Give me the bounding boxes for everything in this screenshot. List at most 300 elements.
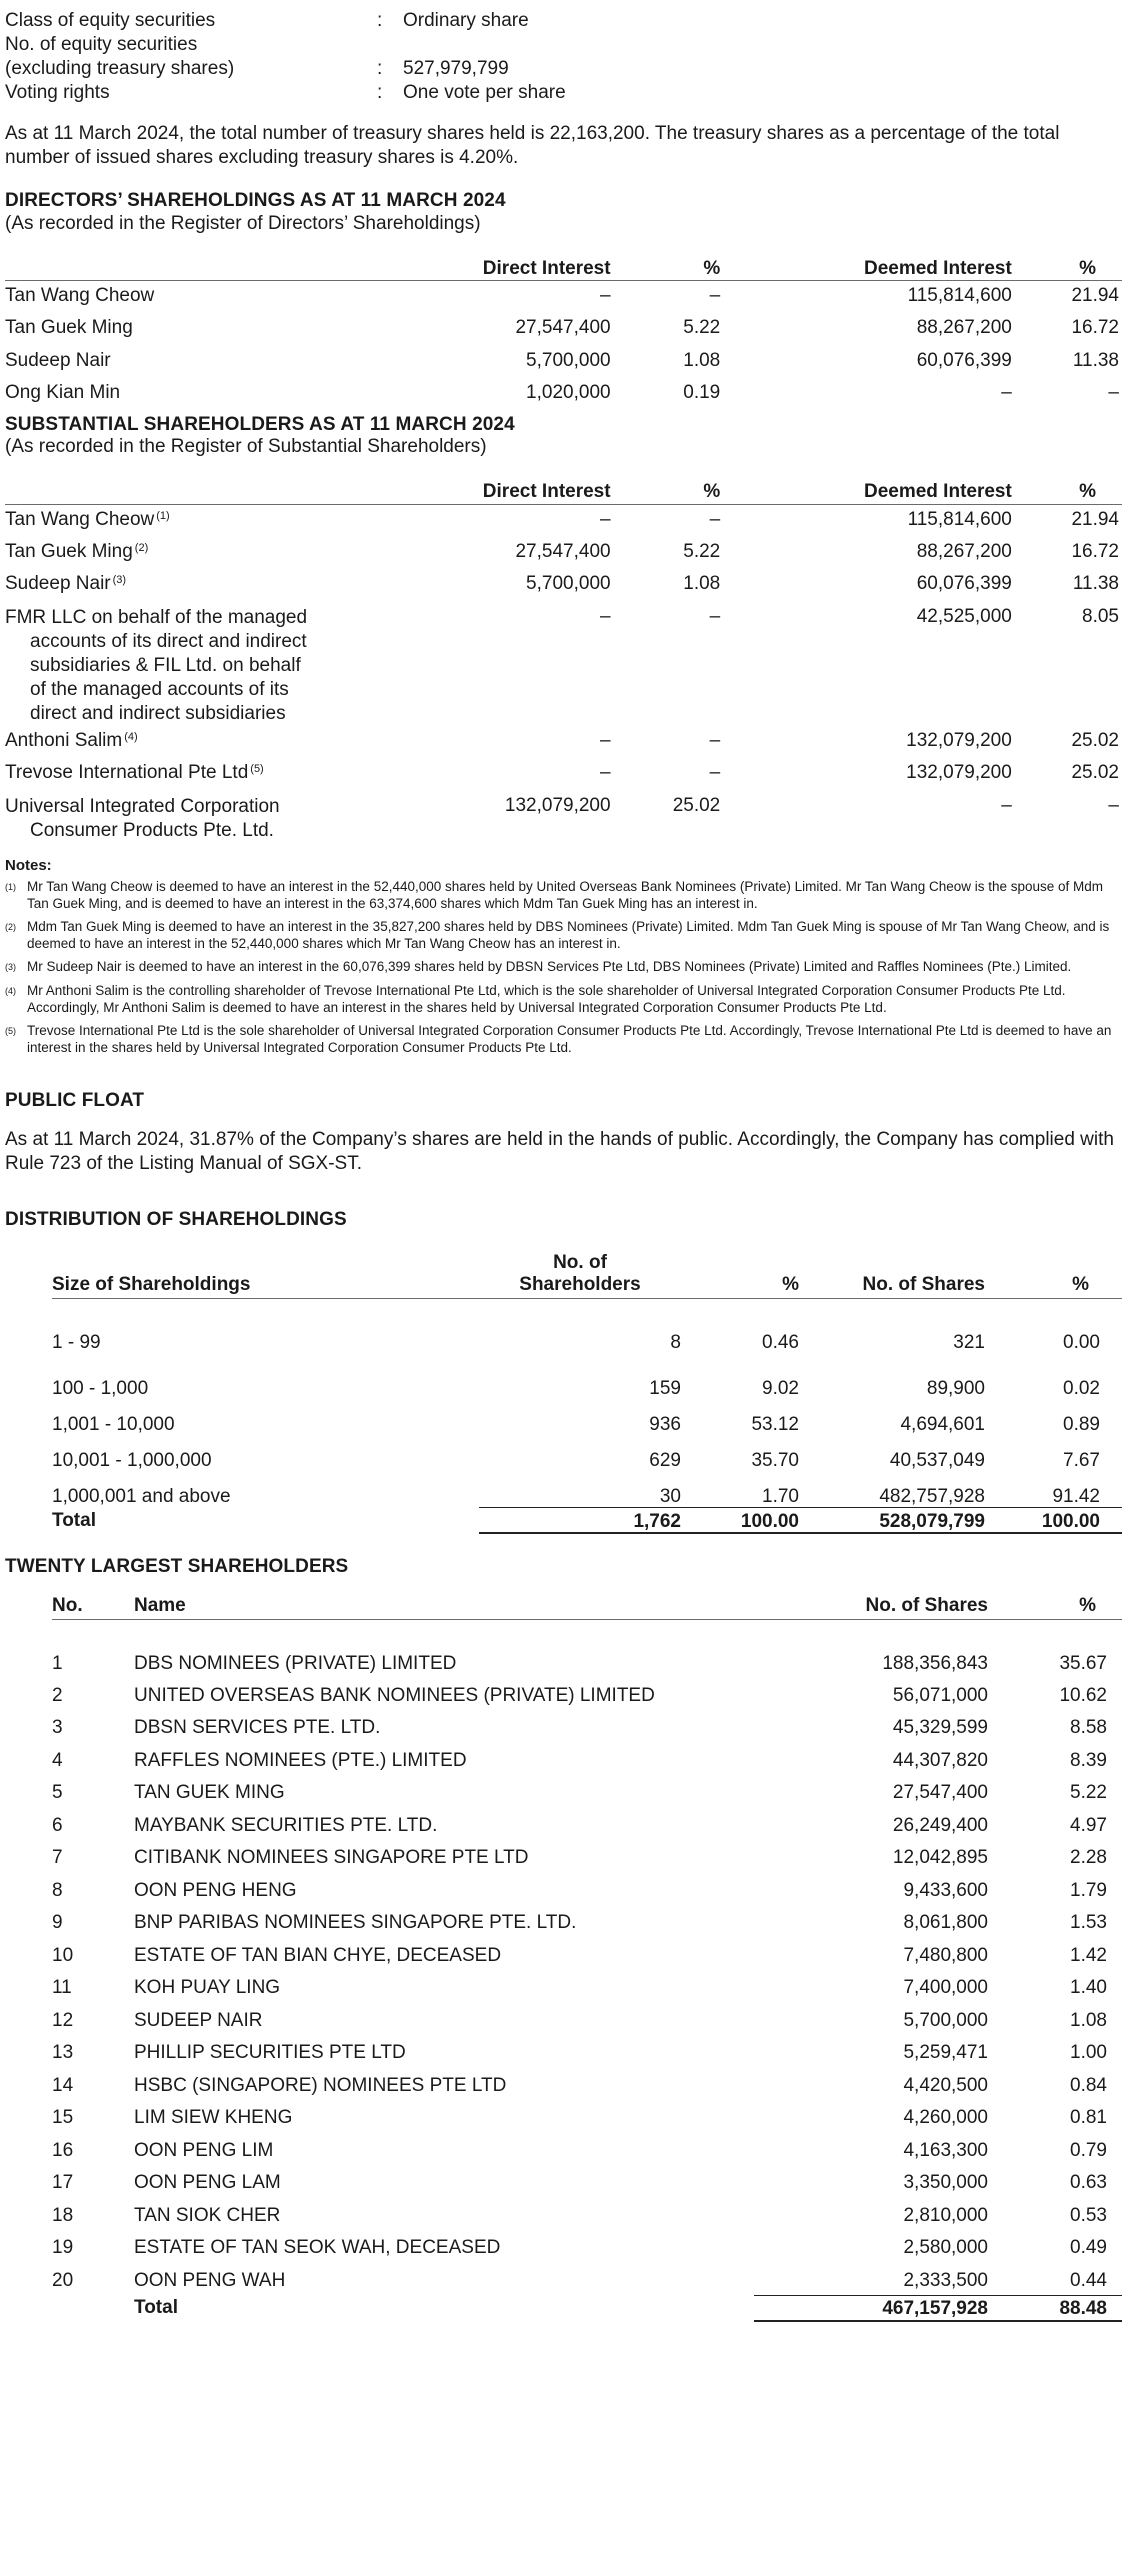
table-row [5, 281, 1122, 314]
direct-pct-cell: 1.08 [683, 349, 721, 371]
direct-pct-cell: – [709, 285, 721, 307]
holder-name-cell: OON PENG HENG [134, 1879, 297, 1901]
table-row [52, 2165, 1122, 2198]
equity-info-row [5, 58, 1122, 82]
shares-pct-cell: 91.42 [1052, 1485, 1100, 1507]
col-name [5, 482, 313, 504]
holder-name-cell: HSBC (SINGAPORE) NOMINEES PTE LTD [134, 2074, 507, 2096]
direct-pct-cell: – [709, 508, 721, 530]
holder-name-cell: TAN SIOK CHER [134, 2204, 281, 2226]
direct-interest-cell: – [600, 285, 611, 307]
deemed-pct-cell: 21.94 [1071, 508, 1119, 530]
deemed-interest-cell: 115,814,600 [907, 508, 1012, 530]
table-row [5, 313, 1122, 346]
deemed-pct-cell: 25.02 [1071, 729, 1119, 751]
top20-title: TWENTY LARGEST SHAREHOLDERS [5, 1556, 349, 1578]
table-row [52, 1970, 1122, 2003]
direct-interest-cell: – [600, 762, 611, 784]
directors-title: DIRECTORS’ SHAREHOLDINGS AS AT 11 MARCH 2024 [5, 190, 506, 211]
pct-cell: 8.58 [1070, 1717, 1107, 1739]
deemed-interest-cell: 115,814,600 [907, 285, 1012, 307]
table-row [5, 504, 1122, 537]
total-shares-pct: 100.00 [988, 1507, 1122, 1533]
table-row [52, 1620, 1122, 1678]
shares-cell: 482,757,928 [879, 1485, 985, 1507]
note-reference: (2) [134, 541, 149, 554]
size-cell: 1,001 - 10,000 [52, 1413, 175, 1435]
total-holders-pct: 100.00 [689, 1507, 802, 1533]
col-deemed-interest: Deemed Interest [723, 482, 1019, 504]
col-shareholders-line2: Shareholders [519, 1274, 641, 1296]
pct-cell: 10.62 [1059, 1684, 1107, 1706]
rank-cell: 4 [52, 1749, 63, 1771]
substantial-header-row [5, 482, 1122, 504]
col-holders-pct: % [689, 1252, 802, 1299]
holder-name-cell [5, 569, 313, 602]
rank-cell: 18 [52, 2204, 74, 2226]
shares-cell: 9,433,600 [903, 1879, 988, 1901]
note-item [5, 878, 1122, 912]
direct-pct-cell: 5.22 [683, 540, 721, 562]
public-float-title: PUBLIC FLOAT [5, 1089, 145, 1111]
public-float-section [5, 1090, 1122, 1177]
top20-header-row [52, 1595, 1122, 1620]
deemed-interest-cell: – [1001, 794, 1012, 816]
shares-cell: 2,810,000 [903, 2204, 988, 2226]
table-row [52, 1299, 1122, 1363]
holder-name: Ong Kian Min [5, 382, 121, 404]
holder-name: Sudeep Nair [5, 349, 111, 371]
equity-info-label: No. of equity securities [5, 34, 198, 55]
table-row [52, 1471, 1122, 1508]
shares-cell: 40,537,049 [889, 1449, 985, 1471]
shares-cell: 45,329,599 [892, 1717, 988, 1739]
equity-info-row [5, 34, 1122, 58]
deemed-pct-cell: 11.38 [1072, 349, 1119, 371]
col-shareholders [479, 1252, 689, 1299]
pct-cell: 1.42 [1070, 1944, 1107, 1966]
table-row [52, 1710, 1122, 1743]
table-row [52, 2003, 1122, 2036]
shares-cell: 4,163,300 [903, 2139, 988, 2161]
distribution-section [5, 1209, 1122, 1534]
table-row [5, 758, 1122, 791]
col-no: No. [52, 1595, 134, 1620]
shares-cell: 4,420,500 [903, 2074, 988, 2096]
deemed-interest-cell: 42,525,000 [916, 605, 1012, 627]
table-row [5, 569, 1122, 602]
shares-cell: 5,700,000 [903, 2009, 988, 2031]
direct-interest-cell: 27,547,400 [515, 540, 611, 562]
pct-cell: 4.97 [1070, 1814, 1107, 1836]
table-row [52, 2068, 1122, 2101]
directors-section [5, 190, 1122, 411]
substantial-title: SUBSTANTIAL SHAREHOLDERS AS AT 11 MARCH 2024 [5, 413, 515, 435]
notes-list [5, 878, 1122, 1056]
total-shares: 467,157,928 [754, 2295, 991, 2321]
holder-name-cell [5, 378, 313, 411]
note-text: Mr Tan Wang Cheow is deemed to have an interest in the 52,440,000 shares held by United Overseas Bank Nominees (Private) Limited. Mr Tan Wang Cheow is the spouse of Mdm Tan Guek Ming, and is deemed to have an interest in the 63,374,600 shares which Mdm Tan Guek Ming has an interest in. [27, 878, 1104, 911]
direct-pct-cell: 5.22 [683, 317, 721, 339]
holder-name-cell: KOH PUAY LING [134, 1977, 281, 1999]
deemed-interest-cell: 60,076,399 [916, 573, 1012, 595]
table-row [52, 2263, 1122, 2296]
holder-name-cell: UNITED OVERSEAS BANK NOMINEES (PRIVATE) LIMITED [134, 1684, 655, 1706]
note-text: Mdm Tan Guek Ming is deemed to have an interest in the 35,827,200 shares held by DBS Nominees (Private) Limited. Mdm Tan Guek Ming is spouse of Mr Tan Wang Cheow, and is deemed to have an interest in the 52,440,000 shares which Mr Tan Wang Cheow has an interest in. [27, 918, 1110, 951]
shares-cell: 4,694,601 [900, 1413, 985, 1435]
direct-interest-cell: 1,020,000 [526, 382, 611, 404]
direct-interest-cell: – [600, 508, 611, 530]
total-row [52, 1507, 1122, 1533]
col-no-of-shares: No. of Shares [802, 1252, 988, 1299]
direct-pct-cell: 0.19 [683, 382, 721, 404]
deemed-pct-cell: – [1108, 794, 1119, 816]
col-direct-pct: % [618, 482, 724, 504]
pct-cell: 0.84 [1070, 2074, 1107, 2096]
note-item [5, 1022, 1122, 1056]
equity-info-label: (excluding treasury shares) [5, 58, 235, 79]
note-reference: (3) [112, 574, 127, 587]
shareholders-cell: 159 [649, 1377, 681, 1399]
table-row [52, 1399, 1122, 1435]
rank-cell: 13 [52, 2042, 74, 2064]
notes-section [5, 857, 1122, 1056]
shareholders-cell: 8 [670, 1332, 681, 1354]
deemed-interest-cell: 88,267,200 [916, 540, 1012, 562]
shares-cell: 44,307,820 [892, 1749, 988, 1771]
equity-info-colon: : [377, 58, 383, 79]
directors-header-row [5, 259, 1122, 281]
rank-cell: 5 [52, 1782, 63, 1804]
table-row [52, 1938, 1122, 1971]
deemed-interest-cell: 88,267,200 [916, 317, 1012, 339]
holder-name: Universal Integrated Corporation Consumer Products Pte. Ltd. [5, 795, 280, 841]
note-item [5, 958, 1122, 976]
equity-info-row [5, 82, 1122, 106]
holder-name-cell [5, 313, 313, 346]
note-item [5, 918, 1122, 952]
rank-cell: 3 [52, 1717, 63, 1739]
note-reference: (1) [156, 509, 170, 522]
col-direct-pct: % [618, 259, 724, 281]
note-reference: (5) [250, 763, 264, 776]
holder-name-cell [5, 281, 313, 314]
holder-name-cell [5, 537, 313, 570]
directors-subtitle: (As recorded in the Register of Directors’ Shareholdings) [5, 212, 481, 234]
shares-cell: 8,061,800 [903, 1912, 988, 1934]
directors-table [5, 259, 1122, 411]
total-shares: 528,079,799 [802, 1507, 988, 1533]
table-row [5, 602, 1122, 726]
holder-name-cell: LIM SIEW KHENG [134, 2107, 293, 2129]
holder-name: Tan Guek Ming [5, 317, 133, 339]
col-shareholders-line1: No. of [553, 1252, 607, 1274]
col-no-of-shares: No. of Shares [754, 1595, 991, 1620]
holders-pct-cell: 9.02 [762, 1377, 799, 1399]
col-deemed-pct: % [1019, 259, 1122, 281]
table-row [5, 378, 1122, 411]
distribution-table [52, 1252, 1122, 1534]
equity-info-colon: : [377, 82, 383, 103]
direct-interest-cell: – [600, 605, 611, 627]
deemed-pct-cell: 16.72 [1071, 317, 1119, 339]
rank-cell: 9 [52, 1912, 63, 1934]
holder-name-cell [5, 346, 313, 379]
notes-title: Notes: [5, 856, 52, 874]
rank-cell: 14 [52, 2074, 74, 2096]
col-direct-interest: Direct Interest [313, 482, 617, 504]
holder-name: FMR LLC on behalf of the managed accounts of its direct and indirect subsidiaries & FIL Ltd. on behalf of the managed accounts of its direct and indirect subsidiaries [5, 606, 308, 724]
shareholders-cell: 30 [659, 1485, 681, 1507]
shares-cell: 3,350,000 [903, 2172, 988, 2194]
direct-pct-cell: – [709, 729, 721, 751]
equity-info [5, 10, 1122, 170]
pct-cell: 1.08 [1070, 2009, 1107, 2031]
shares-cell: 2,333,500 [754, 2263, 991, 2296]
rank-cell: 2 [52, 1684, 63, 1706]
pct-cell: 0.79 [1070, 2139, 1107, 2161]
pct-cell: 1.53 [1070, 1912, 1107, 1934]
note-item [5, 982, 1122, 1016]
holder-name-cell: MAYBANK SECURITIES PTE. LTD. [134, 1814, 438, 1836]
equity-info-value: 527,979,799 [403, 58, 509, 79]
substantial-subtitle: (As recorded in the Register of Substantial Shareholders) [5, 436, 487, 458]
table-row [52, 1435, 1122, 1471]
shares-cell: 89,900 [926, 1377, 985, 1399]
treasury-paragraph: As at 11 March 2024, the total number of treasury shares held is 22,163,200. The treasury shares as a percentage of the total number of issued shares excluding treasury shares is 4.20%. [5, 123, 1060, 168]
substantial-section [5, 414, 1122, 843]
table-row [52, 1678, 1122, 1711]
top20-section [5, 1556, 1122, 2322]
table-row [52, 2035, 1122, 2068]
direct-interest-cell: – [600, 729, 611, 751]
rank-cell: 16 [52, 2139, 74, 2161]
rank-cell: 19 [52, 2237, 74, 2259]
direct-pct-cell: – [709, 762, 721, 784]
col-deemed-interest: Deemed Interest [723, 259, 1019, 281]
holder-name-cell: TAN GUEK MING [134, 1782, 285, 1804]
shares-pct-cell: 0.89 [1063, 1413, 1100, 1435]
col-shares-pct: % [988, 1252, 1122, 1299]
note-marker: (2) [5, 921, 16, 932]
table-row [52, 1743, 1122, 1776]
rank-cell: 12 [52, 2009, 74, 2031]
table-row [52, 2133, 1122, 2166]
pct-cell: 1.79 [1070, 1879, 1107, 1901]
table-row [52, 1775, 1122, 1808]
note-marker: (4) [5, 985, 16, 996]
table-row [52, 2100, 1122, 2133]
size-cell: 1 - 99 [52, 1332, 101, 1354]
shares-cell: 2,580,000 [903, 2237, 988, 2259]
shares-pct-cell: 7.67 [1063, 1449, 1100, 1471]
pct-cell: 0.63 [1070, 2172, 1107, 2194]
direct-interest-cell: 27,547,400 [515, 317, 611, 339]
table-row [5, 726, 1122, 759]
size-cell: 10,001 - 1,000,000 [52, 1449, 212, 1471]
equity-info-label: Voting rights [5, 82, 110, 103]
rank-cell: 11 [52, 1977, 72, 1999]
total-label: Total [134, 2297, 178, 2319]
shares-cell: 12,042,895 [892, 1847, 988, 1869]
pct-cell: 0.81 [1070, 2107, 1107, 2129]
direct-pct-cell: – [709, 605, 721, 627]
holder-name: Trevose International Pte Ltd [5, 762, 249, 784]
holder-name-cell: OON PENG WAH [134, 2269, 286, 2291]
note-marker: (1) [5, 881, 16, 892]
equity-info-value: Ordinary share [403, 10, 529, 31]
holder-name-cell: OON PENG LAM [134, 2172, 281, 2194]
holder-name-cell: DBSN SERVICES PTE. LTD. [134, 1717, 381, 1739]
total-row [52, 2295, 1122, 2321]
shares-cell: 56,071,000 [892, 1684, 988, 1706]
deemed-pct-cell: 25.02 [1071, 762, 1119, 784]
shareholders-cell: 629 [649, 1449, 681, 1471]
table-row [52, 1808, 1122, 1841]
equity-info-colon: : [377, 10, 383, 31]
total-pct: 88.48 [991, 2295, 1122, 2321]
holder-name-cell: DBS NOMINEES (PRIVATE) LIMITED [134, 1653, 457, 1675]
col-pct: % [991, 1595, 1122, 1620]
deemed-pct-cell: 8.05 [1082, 605, 1119, 627]
pct-cell: 0.49 [1070, 2237, 1107, 2259]
rank-cell: 17 [52, 2172, 74, 2194]
deemed-interest-cell: 132,079,200 [906, 762, 1012, 784]
equity-info-label: Class of equity securities [5, 10, 216, 31]
rank-cell: 10 [52, 1944, 74, 1966]
note-text: Trevose International Pte Ltd is the sole shareholder of Universal Integrated Corporation Consumer Products Pte Ltd. Accordingly, Trevose International Pte Ltd is deemed to have an interest in the shares held by Universal Integrated Corporation Consumer Products Pte Ltd. [27, 1022, 1112, 1055]
table-row [52, 2230, 1122, 2263]
size-cell: 1,000,001 and above [52, 1485, 231, 1507]
pct-cell: 1.00 [1070, 2042, 1107, 2064]
shares-cell: 5,259,471 [903, 2042, 988, 2064]
distribution-header-row [52, 1252, 1122, 1299]
deemed-pct-cell: 11.38 [1072, 573, 1119, 595]
shares-cell: 26,249,400 [892, 1814, 988, 1836]
rank-cell: 7 [52, 1847, 63, 1869]
holder-name-cell: CITIBANK NOMINEES SINGAPORE PTE LTD [134, 1847, 529, 1869]
holder-name-cell: RAFFLES NOMINEES (PTE.) LIMITED [134, 1749, 467, 1771]
table-row [5, 791, 1122, 843]
shares-cell: 7,480,800 [903, 1944, 988, 1966]
shares-pct-cell: 0.02 [1063, 1377, 1100, 1399]
holders-pct-cell: 35.70 [751, 1449, 799, 1471]
rank-cell: 6 [52, 1814, 63, 1836]
shares-cell: 27,547,400 [892, 1782, 988, 1804]
table-row [52, 1363, 1122, 1399]
rank-cell: 8 [52, 1879, 63, 1901]
deemed-pct-cell: 21.94 [1071, 285, 1119, 307]
substantial-table [5, 482, 1122, 843]
holder-name-cell: ESTATE OF TAN SEOK WAH, DECEASED [134, 2237, 501, 2259]
holder-name: Sudeep Nair [5, 573, 111, 595]
distribution-title: DISTRIBUTION OF SHAREHOLDINGS [5, 1209, 347, 1231]
holder-name-cell: ESTATE OF TAN BIAN CHYE, DECEASED [134, 1944, 502, 1966]
pct-cell: 35.67 [1059, 1653, 1107, 1675]
equity-info-value: One vote per share [403, 82, 566, 103]
shares-cell: 188,356,843 [882, 1653, 988, 1675]
deemed-pct-cell: 16.72 [1071, 540, 1119, 562]
holder-name: Tan Wang Cheow [5, 508, 155, 530]
pct-cell: 2.28 [1070, 1847, 1107, 1869]
holder-name-cell: PHILLIP SECURITIES PTE LTD [134, 2042, 406, 2064]
col-deemed-pct: % [1019, 482, 1122, 504]
direct-interest-cell: 5,700,000 [526, 573, 611, 595]
holder-name-cell [5, 602, 313, 726]
pct-cell: 0.44 [991, 2263, 1122, 2296]
note-text: Mr Sudeep Nair is deemed to have an interest in the 60,076,399 shares held by DBSN Services Pte Ltd, DBS Nominees (Private) Limited and Raffles Nominees (Pte.) Limited. [27, 958, 1072, 974]
holder-name-cell [5, 726, 313, 759]
shareholders-cell: 936 [649, 1413, 681, 1435]
direct-pct-cell: 25.02 [672, 794, 721, 816]
top20-table [52, 1595, 1122, 2322]
col-size: Size of Shareholdings [52, 1252, 479, 1299]
holders-pct-cell: 0.46 [762, 1332, 799, 1354]
holders-pct-cell: 1.70 [762, 1485, 799, 1507]
col-direct-interest: Direct Interest [313, 259, 617, 281]
holder-name-cell [5, 791, 313, 843]
holder-name-cell: OON PENG LIM [134, 2139, 274, 2161]
pct-cell: 5.22 [1070, 1782, 1107, 1804]
shares-cell: 7,400,000 [903, 1977, 988, 1999]
direct-pct-cell: 1.08 [683, 573, 721, 595]
direct-interest-cell: 132,079,200 [504, 794, 611, 816]
table-row [5, 537, 1122, 570]
note-marker: (5) [5, 1025, 16, 1036]
holders-pct-cell: 53.12 [751, 1413, 799, 1435]
total-label: Total [52, 1510, 96, 1532]
table-row [52, 1840, 1122, 1873]
table-row [5, 346, 1122, 379]
deemed-interest-cell: 132,079,200 [906, 729, 1012, 751]
table-row [52, 2198, 1122, 2231]
deemed-interest-cell: – [1001, 382, 1012, 404]
table-row [52, 1873, 1122, 1906]
total-shareholders: 1,762 [479, 1507, 689, 1533]
col-holder-name: Name [134, 1595, 754, 1620]
holder-name-cell [5, 504, 313, 537]
note-text: Mr Anthoni Salim is the controlling shareholder of Trevose International Pte Ltd, which is the sole shareholder of Universal Integrated Corporation Consumer Products Pte Ltd. Accordingly, Mr Anthoni Salim is deemed to have an interest in the shares held by Universal Integrated Corporation Consumer Products Pte Ltd. [27, 982, 1066, 1015]
rank-blank [52, 2295, 134, 2321]
rank-cell: 20 [52, 2269, 74, 2291]
holder-name: Tan Guek Ming [5, 540, 133, 562]
rank-cell: 1 [52, 1653, 63, 1675]
holder-name-cell [5, 758, 313, 791]
holder-name: Tan Wang Cheow [5, 285, 155, 307]
shares-pct-cell: 0.00 [1063, 1332, 1100, 1354]
size-cell: 100 - 1,000 [52, 1377, 149, 1399]
equity-info-list [5, 10, 1122, 106]
rank-cell: 15 [52, 2107, 74, 2129]
shares-cell: 4,260,000 [903, 2107, 988, 2129]
shares-cell: 321 [953, 1332, 985, 1354]
col-name [5, 259, 313, 281]
pct-cell: 0.53 [1070, 2204, 1107, 2226]
public-float-text: As at 11 March 2024, 31.87% of the Company’s shares are held in the hands of public. Accordingly, the Company has complied with Rule 723 of the Listing Manual of SGX-ST. [5, 1129, 1114, 1175]
note-marker: (3) [5, 961, 16, 972]
deemed-interest-cell: 60,076,399 [916, 349, 1012, 371]
pct-cell: 8.39 [1070, 1749, 1107, 1771]
holder-name-cell: BNP PARIBAS NOMINEES SINGAPORE PTE. LTD. [134, 1912, 577, 1934]
direct-interest-cell: 5,700,000 [526, 349, 611, 371]
note-reference: (4) [124, 730, 138, 743]
equity-info-row [5, 10, 1122, 34]
holder-name-cell: SUDEEP NAIR [134, 2009, 263, 2031]
holder-name: Anthoni Salim [5, 729, 123, 751]
table-row [52, 1905, 1122, 1938]
deemed-pct-cell: – [1108, 382, 1119, 404]
pct-cell: 1.40 [1070, 1977, 1107, 1999]
